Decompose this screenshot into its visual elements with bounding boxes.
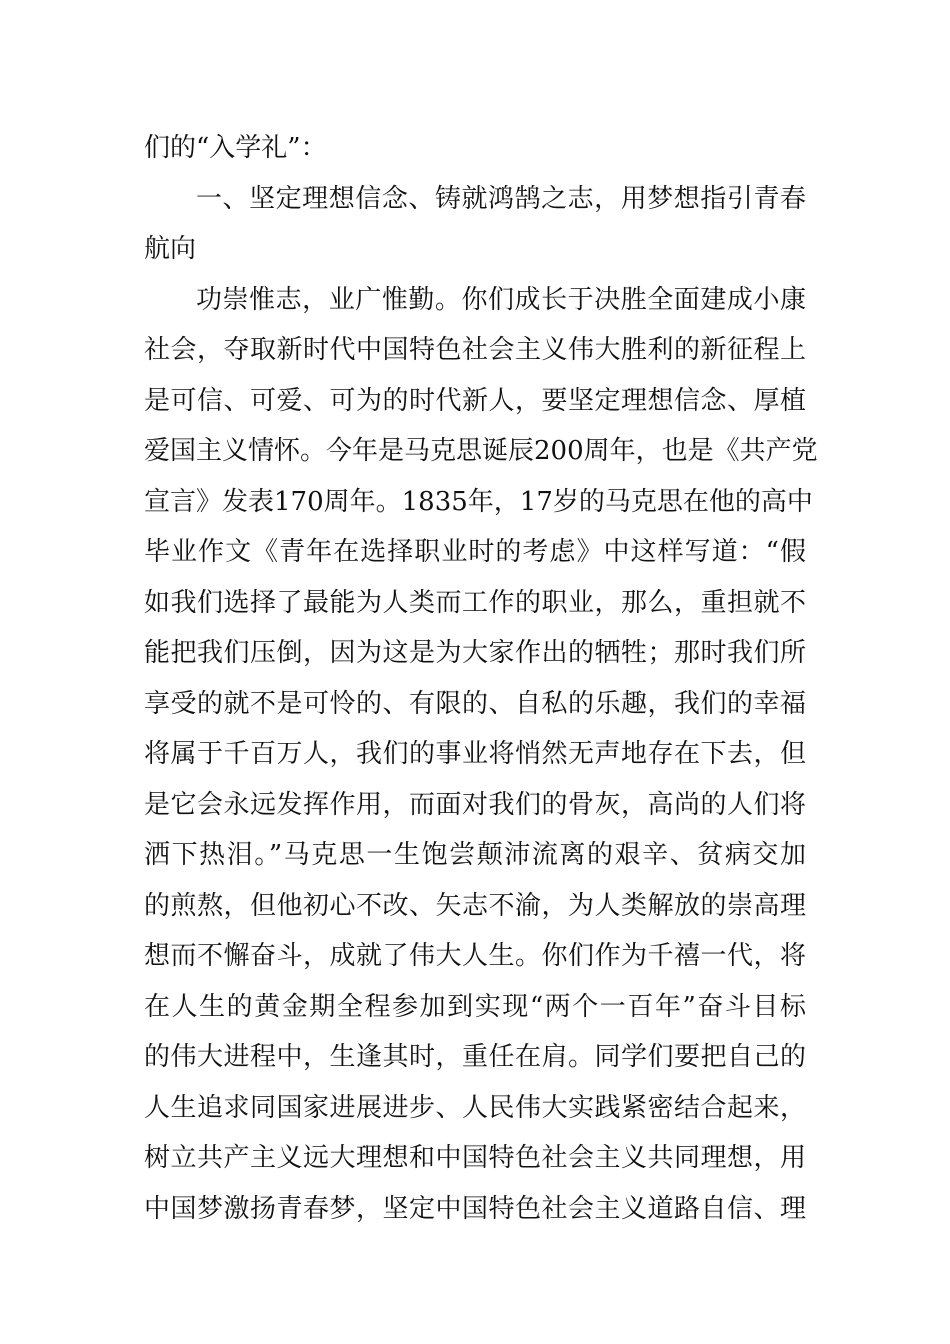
- text-line: 毕业作文《青年在选择职业时的考虑》中这样写道：“假: [144, 537, 806, 567]
- text-line: 社会，夺取新时代中国特色社会主义伟大胜利的新征程上: [144, 335, 806, 365]
- text-line: 是可信、可爱、可为的时代新人，要坚定理想信念、厚植: [144, 385, 806, 416]
- text-line: 功崇惟志，业广惟勤。你们成长于决胜全面建成小康: [196, 284, 806, 315]
- text-line: 爱国主义情怀。今年是马克思诞辰200周年，也是《共产党: [144, 436, 818, 466]
- text-line: 在人生的黄金期全程参加到实现“两个一百年”奋斗目标: [144, 991, 806, 1022]
- text-line: 享受的就不是可怜的、有限的、自私的乐趣，我们的幸福: [144, 688, 806, 719]
- text-line: 的伟大进程中，生逢其时，重任在肩。同学们要把自己的: [144, 1042, 806, 1072]
- document-body: [144, 123, 818, 1234]
- text-line: 如我们选择了最能为人类而工作的职业，那么，重担就不: [144, 587, 806, 618]
- text-line: 中国梦激扬青春梦，坚定中国特色社会主义道路自信、理: [144, 1193, 806, 1224]
- section-heading-line: 航向: [144, 234, 197, 264]
- text-line: 的煎熬，但他初心不改、矢志不渝，为人类解放的崇高理: [144, 890, 806, 921]
- text-line: 宣言》发表170周年。1835年，17岁的马克思在他的高中: [144, 486, 813, 517]
- text-line: 人生追求同国家进展进步、人民伟大实践紧密结合起来，: [144, 1092, 806, 1123]
- text-line: 树立共产主义远大理想和中国特色社会主义共同理想，用: [144, 1143, 806, 1173]
- text-line: 是它会永远发挥作用，而面对我们的骨灰，高尚的人们将: [144, 789, 806, 820]
- text-line: 洒下热泪。”马克思一生饱尝颠沛流离的艰辛、贫病交加: [144, 840, 806, 870]
- section-heading-line: 一、坚定理想信念、铸就鸿鹄之志，用梦想指引青春: [196, 183, 806, 214]
- text-line: 们的“入学礼”：: [144, 133, 327, 163]
- text-line: 将属于千百万人，我们的事业将悄然无声地存在下去，但: [144, 739, 806, 769]
- text-line: 能把我们压倒，因为这是为大家作出的牺牲；那时我们所: [144, 638, 806, 668]
- text-line: 想而不懈奋斗，成就了伟大人生。你们作为千禧一代，将: [144, 941, 806, 971]
